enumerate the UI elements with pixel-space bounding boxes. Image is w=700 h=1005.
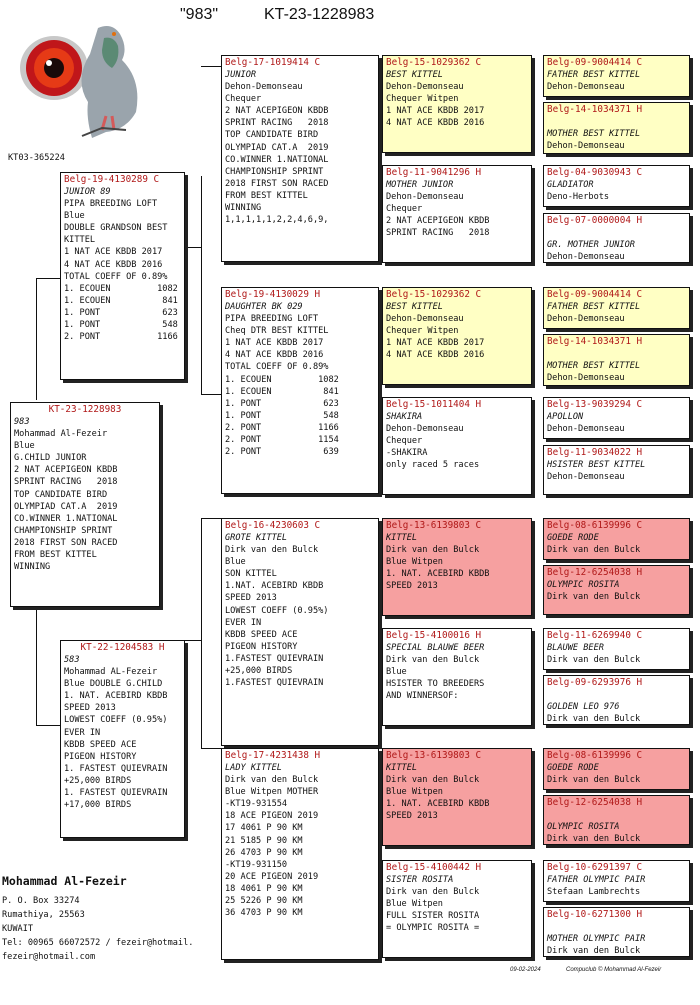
pedigree-line: -SHAKIRA (386, 448, 428, 459)
pedigree-line: Mohammad Al-Fezeir (14, 429, 108, 440)
pedigree-line: Dirk van den Bulck (547, 834, 641, 845)
pedigree-line: Chequer Witpen (386, 326, 459, 337)
pedigree-line: WINNING (225, 203, 262, 214)
pedigree-line: Blue Witpen (386, 787, 443, 798)
pedigree-line: 1. NAT. ACEBIRD KBDB (64, 691, 168, 702)
pedigree-line: 1. NAT. ACEBIRD KBDB (386, 569, 490, 580)
pigeon-name: GOEDE RODE (547, 533, 599, 543)
pedigree-line: Dehon-Demonseau (386, 424, 464, 435)
pigeon-name: GROTE KITTEL (225, 533, 288, 543)
pedigree-box-subject (10, 402, 160, 607)
pedigree-line (547, 809, 686, 821)
pedigree-line: 17 4061 P 90 KM (225, 823, 303, 834)
pedigree-box-ssd (382, 165, 532, 263)
pedigree-line: 1. PONT 623 (64, 307, 178, 318)
pedigree-line: G.CHILD JUNIOR (14, 453, 87, 464)
pedigree-line: CHAMPIONSHIP SPRINT (225, 166, 324, 177)
ring-number: Belg-12-6254038 H (547, 797, 643, 808)
pigeon-name: OLYMPIC ROSITA (547, 580, 620, 590)
pedigree-line: Blue Witpen (386, 557, 443, 568)
pedigree-line: EVER IN (225, 617, 262, 628)
pedigree-line: 1. ECOUEN 1082 (64, 283, 178, 294)
pedigree-line: PIPA BREEDING LOFT (64, 199, 158, 210)
logo (14, 18, 144, 138)
pedigree-line: EVER IN (64, 727, 101, 738)
pedigree-line: TOP CANDIDATE BIRD (14, 489, 108, 500)
pedigree-box-ss (221, 55, 379, 262)
pedigree-line (547, 116, 686, 128)
pedigree-line: 2. PONT 1166 (225, 422, 339, 433)
connector (36, 278, 37, 400)
pedigree-line: PIGEON HISTORY (64, 751, 137, 762)
pedigree-line: 18 4061 P 90 KM (225, 883, 303, 894)
pedigree-line: +25,000 BIRDS (64, 775, 132, 786)
ring-number: Belg-15-4100442 H (386, 862, 482, 873)
pedigree-box-g3 (543, 165, 690, 207)
pedigree-box-ddd (382, 860, 532, 958)
pedigree-line: 21 5185 P 90 KM (225, 835, 303, 846)
pedigree-line: KBDB SPEED ACE (225, 629, 298, 640)
pedigree-line: 1.FASTEST QUIEVRAIN (225, 653, 324, 664)
ring-number: Belg-17-4231438 H (225, 750, 321, 761)
pedigree-line: Dehon-Demonseau (386, 192, 464, 203)
pedigree-box-g13 (543, 748, 690, 790)
pedigree-line: CO.WINNER 1.NATIONAL (14, 513, 118, 524)
connector (36, 725, 60, 726)
pigeon-name: JUNIOR 89 (64, 187, 111, 197)
ring-number: Belg-14-1034371 H (547, 104, 643, 115)
connector (185, 640, 201, 641)
pigeon-name: MOTHER BEST KITTEL (547, 129, 641, 139)
pedigree-line: Cheq DTR BEST KITTEL (225, 326, 329, 337)
pigeon-name-title: "983" (180, 6, 219, 23)
pedigree-line: Blue Witpen MOTHER (225, 787, 319, 798)
pedigree-line: 1.NAT. ACEBIRD KBDB (225, 581, 324, 592)
pedigree-line: 4 NAT ACE KBDB 2016 (386, 118, 485, 129)
pedigree-line: Blue Witpen (386, 899, 443, 910)
pedigree-line: 1. FASTEST QUIEVRAIN (64, 788, 168, 799)
pedigree-line: LOWEST COEFF (0.95%) (64, 715, 168, 726)
pedigree-line: LOWEST COEFF (0.95%) (225, 605, 329, 616)
pedigree-line: Chequer Witpen (386, 94, 459, 105)
pedigree-line: 1.FASTEST QUIEVRAIN (225, 678, 324, 689)
pedigree-line: Dirk van den Bulck (386, 655, 480, 666)
connector (201, 66, 221, 67)
pedigree-line: KBDB SPEED ACE (64, 739, 137, 750)
pedigree-line: Dirk van den Bulck (547, 714, 641, 725)
ring-number: Belg-11-6269940 C (547, 630, 643, 641)
pedigree-line: Dehon-Demonseau (547, 424, 625, 435)
pigeon-name: HSISTER BEST KITTEL (547, 460, 646, 470)
pedigree-line: OLYMPIAD CAT.A 2019 (225, 142, 329, 153)
ring-number: Belg-08-6139996 C (547, 520, 643, 531)
pigeon-name: GLADIATOR (547, 180, 594, 190)
connector (201, 748, 221, 749)
pedigree-line: SPEED 2013 (64, 703, 116, 714)
pedigree-box-g14 (543, 795, 690, 845)
pedigree-box-dam (60, 640, 185, 838)
pedigree-line: = OLYMPIC ROSITA = (386, 923, 480, 934)
ring-number: Belg-08-6139996 C (547, 750, 643, 761)
pedigree-line: 2018 FIRST SON RACED (225, 178, 329, 189)
pigeon-name: GOLDEN LEO 976 (547, 702, 620, 712)
connector (185, 247, 201, 248)
pedigree-line: Dehon-Demonseau (547, 373, 625, 384)
pedigree-line: +25,000 BIRDS (225, 666, 293, 677)
pedigree-line: Dirk van den Bulck (386, 775, 480, 786)
pigeon-name: FATHER OLYMPIC PAIR (547, 875, 646, 885)
pedigree-line: KITTEL (64, 235, 96, 246)
pedigree-line: CHAMPIONSHIP SPRINT (14, 525, 113, 536)
pedigree-line: Chequer (225, 94, 262, 105)
connector (36, 278, 60, 279)
pedigree-line: SPRINT RACING 2018 (386, 228, 490, 239)
ring-number: Belg-15-1029362 C (386, 289, 482, 300)
pedigree-line: Dehon-Demonseau (386, 314, 464, 325)
connector (36, 610, 37, 725)
pedigree-line: Dirk van den Bulck (386, 545, 480, 556)
pigeon-name: 983 (14, 417, 30, 427)
pedigree-box-g1 (543, 55, 690, 97)
pedigree-line: SPRINT RACING 2018 (225, 118, 329, 129)
logo-eye-icon (14, 18, 144, 138)
pigeon-name: KITTEL (386, 533, 418, 543)
pedigree-line: SPRINT RACING 2018 (14, 477, 118, 488)
pedigree-line (547, 348, 686, 360)
pedigree-line: Dirk van den Bulck (225, 775, 319, 786)
footer-credit: Compuclub © Mohammad Al-Fezeir (566, 967, 662, 973)
pedigree-line: Dirk van den Bulck (547, 655, 641, 666)
pedigree-line: Dirk van den Bulck (547, 946, 641, 957)
pedigree-line: 1. NAT. ACEBIRD KBDB (386, 799, 490, 810)
pedigree-line: SON KITTEL (225, 569, 277, 580)
pedigree-box-g2 (543, 102, 690, 154)
pedigree-line: TOP CANDIDATE BIRD (225, 130, 319, 141)
pedigree-box-sd (221, 287, 379, 494)
pigeon-name: GR. MOTHER JUNIOR (547, 240, 635, 250)
pedigree-box-g5 (543, 287, 690, 329)
connector (201, 518, 202, 748)
ring-number: Belg-11-9041296 H (386, 167, 482, 178)
pedigree-line: 1,1,1,1,1,2,2,4,6,9, (225, 215, 329, 226)
pedigree-line: PIGEON HISTORY (225, 641, 298, 652)
pedigree-line: Blue (64, 211, 85, 222)
ring-number: Belg-09-9004414 C (547, 57, 643, 68)
pedigree-line: 18 ACE PIGEON 2019 (225, 811, 319, 822)
pedigree-line: 1 NAT ACE KBDB 2017 (225, 338, 324, 349)
pedigree-line: Dehon-Demonseau (547, 141, 625, 152)
pigeon-name: DAUGHTER BK 029 (225, 302, 303, 312)
pedigree-line: Dirk van den Bulck (547, 545, 641, 556)
pigeon-name: LADY KITTEL (225, 763, 282, 773)
pedigree-line: -KT19-931554 (225, 799, 288, 810)
pedigree-line: WINNING (14, 562, 51, 573)
pedigree-line: Dirk van den Bulck (547, 775, 641, 786)
pedigree-line: Stefaan Lambrechts (547, 887, 641, 898)
pedigree-line: 1. PONT 623 (225, 398, 339, 409)
ring-number: Belg-04-9030943 C (547, 167, 643, 178)
pedigree-line: 2 NAT ACEPIGEON KBDB (225, 106, 329, 117)
pedigree-line: FROM BEST KITTEL (225, 190, 308, 201)
ring-number: Belg-10-6291397 C (547, 862, 643, 873)
pedigree-line: 1 NAT ACE KBDB 2017 (64, 247, 163, 258)
pedigree-line: 1. FASTEST QUIEVRAIN (64, 763, 168, 774)
ring-number: Belg-14-1034371 H (547, 336, 643, 347)
pedigree-line: HSISTER TO BREEDERS (386, 679, 485, 690)
pedigree-line: 2018 FIRST SON RACED (14, 537, 118, 548)
pedigree-line (547, 689, 686, 701)
pedigree-line: Chequer (386, 436, 423, 447)
pedigree-line: Dirk van den Bulck (547, 592, 641, 603)
pedigree-box-g12 (543, 675, 690, 725)
pedigree-line: CO.WINNER 1.NATIONAL (225, 154, 329, 165)
ring-number: KT-23-1228983 (48, 404, 122, 415)
ring-number: Belg-15-4100016 H (386, 630, 482, 641)
owner-name: Mohammad Al-Fezeir (2, 874, 127, 888)
pedigree-line: Chequer (386, 204, 423, 215)
owner-email: fezeir@hotmail.com (2, 952, 96, 962)
pedigree-line: Dirk van den Bulck (225, 545, 319, 556)
pigeon-name: SPECIAL BLAUWE BEER (386, 643, 485, 653)
ring-number: Belg-13-6139803 C (386, 750, 482, 761)
pigeon-name: KITTEL (386, 763, 418, 773)
pedigree-line: -KT19-931150 (225, 859, 288, 870)
pigeon-name: BLAUWE BEER (547, 643, 604, 653)
pedigree-line: Deno-Herbots (547, 192, 610, 203)
ring-number: Belg-13-9039294 C (547, 399, 643, 410)
ring-number: Belg-19-4130289 C (64, 174, 160, 185)
pigeon-name: MOTHER BEST KITTEL (547, 361, 641, 371)
pedigree-line: OLYMPIAD CAT.A 2019 (14, 501, 118, 512)
ring-number: Belg-09-9004414 C (547, 289, 643, 300)
pigeon-name: FATHER BEST KITTEL (547, 70, 641, 80)
pedigree-line: AND WINNERSOF: (386, 691, 459, 702)
pedigree-box-g6 (543, 334, 690, 386)
pedigree-box-g11 (543, 628, 690, 670)
pedigree-line: FULL SISTER ROSITA (386, 911, 480, 922)
pedigree-box-dss (382, 518, 532, 616)
pedigree-line: SPEED 2013 (386, 811, 438, 822)
pedigree-line: 25 5226 P 90 KM (225, 896, 303, 907)
pedigree-line: Dehon-Demonseau (547, 472, 625, 483)
pigeon-name: MOTHER OLYMPIC PAIR (547, 934, 646, 944)
pigeon-name: OLYMPIC ROSITA (547, 822, 620, 832)
pigeon-ring-title: KT-23-1228983 (264, 6, 375, 23)
pedigree-line: 4 NAT ACE KBDB 2016 (386, 350, 485, 361)
pedigree-box-sss (382, 55, 532, 153)
ring-number: Belg-10-6271300 H (547, 909, 643, 920)
pigeon-name: APOLLON (547, 412, 584, 422)
pedigree-line: 1. PONT 548 (64, 320, 178, 331)
pedigree-line: 1 NAT ACE KBDB 2017 (386, 338, 485, 349)
owner-phone: Tel: 00965 66072572 / fezeir@hotmail. (2, 938, 194, 948)
owner-address-2: Rumathiya, 25563 (2, 910, 85, 920)
pedigree-line: 26 4703 P 90 KM (225, 847, 303, 858)
pedigree-line: TOTAL COEFF OF 0.89% (225, 362, 329, 373)
pigeon-name: MOTHER JUNIOR (386, 180, 454, 190)
pedigree-box-dsd (382, 628, 532, 726)
pedigree-line: 1. ECOUEN 1082 (225, 374, 339, 385)
pedigree-line: 2. PONT 639 (225, 447, 339, 458)
pedigree-line: Dehon-Demonseau (547, 252, 625, 263)
connector (201, 394, 221, 395)
pedigree-box-sire (60, 172, 185, 380)
pedigree-box-g10 (543, 565, 690, 615)
pedigree-line: 2. PONT 1154 (225, 435, 339, 446)
ring-number: Belg-13-6139803 C (386, 520, 482, 531)
pedigree-line (547, 921, 686, 933)
pedigree-line: Blue (225, 557, 246, 568)
pedigree-box-g9 (543, 518, 690, 560)
owner-country: KUWAIT (2, 924, 34, 934)
pigeon-name: SHAKIRA (386, 412, 423, 422)
pedigree-line: TOTAL COEFF OF 0.89% (64, 271, 168, 282)
pedigree-line: only raced 5 races (386, 460, 480, 471)
pedigree-line: 4 NAT ACE KBDB 2016 (225, 350, 324, 361)
connector (201, 518, 221, 519)
ring-number: Belg-16-4230603 C (225, 520, 321, 531)
pedigree-line: Dehon-Demonseau (547, 82, 625, 93)
owner-address-1: P. O. Box 33274 (2, 896, 80, 906)
pedigree-line: 2. PONT 1166 (64, 332, 178, 343)
connector (201, 176, 202, 394)
pigeon-name: 583 (64, 655, 80, 665)
pedigree-line: SPEED 2013 (225, 593, 277, 604)
pigeon-name: JUNIOR (225, 70, 257, 80)
pedigree-line: FROM BEST KITTEL (14, 550, 97, 561)
logo-code-label: KT03-365224 (8, 153, 65, 163)
pedigree-line: DOUBLE GRANDSON BEST (64, 223, 168, 234)
ring-number: KT-22-1204583 H (80, 642, 165, 653)
ring-number: Belg-07-0000004 H (547, 215, 643, 226)
pedigree-box-g4 (543, 213, 690, 263)
ring-number: Belg-12-6254038 H (547, 567, 643, 578)
ring-number: Belg-09-6293976 H (547, 677, 643, 688)
ring-number: Belg-19-4130029 H (225, 289, 321, 300)
pedigree-box-g16 (543, 907, 690, 957)
pedigree-line: 1. ECOUEN 841 (225, 386, 339, 397)
pedigree-box-dds (382, 748, 532, 846)
pigeon-name: BEST KITTEL (386, 70, 443, 80)
pedigree-line: Blue (386, 667, 407, 678)
pedigree-box-dd (221, 748, 379, 960)
ring-number: Belg-11-9034022 H (547, 447, 643, 458)
pedigree-box-sdd (382, 397, 532, 495)
ring-number: Belg-15-1011404 H (386, 399, 482, 410)
pedigree-line: Mohammad AL-Fezeir (64, 667, 158, 678)
pedigree-box-sds (382, 287, 532, 385)
pedigree-line: 1. ECOUEN 841 (64, 295, 178, 306)
pedigree-line: Dehon-Demonseau (225, 82, 303, 93)
pedigree-line: Dirk van den Bulck (386, 887, 480, 898)
pedigree-line: Dehon-Demonseau (547, 314, 625, 325)
pedigree-line: PIPA BREEDING LOFT (225, 314, 319, 325)
pedigree-line: 1. PONT 548 (225, 410, 339, 421)
pedigree-line: 4 NAT ACE KBDB 2016 (64, 259, 163, 270)
pedigree-line: 20 ACE PIGEON 2019 (225, 871, 319, 882)
ring-number: Belg-17-1019414 C (225, 57, 321, 68)
pedigree-line: +17,000 BIRDS (64, 800, 132, 811)
pigeon-name: SISTER ROSITA (386, 875, 454, 885)
pigeon-name: GOEDE RODE (547, 763, 599, 773)
footer-date: 09-02-2024 (510, 967, 541, 973)
pedigree-line: Blue (14, 441, 35, 452)
pedigree-line (547, 227, 686, 239)
pedigree-box-g8 (543, 445, 690, 495)
pedigree-line: SPEED 2013 (386, 581, 438, 592)
pedigree-line: 2 NAT ACEPIGEON KBDB (386, 216, 490, 227)
pedigree-box-ds (221, 518, 379, 746)
pedigree-line: Blue DOUBLE G.CHILD (64, 679, 163, 690)
pedigree-line: 2 NAT ACEPIGEON KBDB (14, 465, 118, 476)
pigeon-name: FATHER BEST KITTEL (547, 302, 641, 312)
pedigree-box-g15 (543, 860, 690, 902)
pedigree-line: 1 NAT ACE KBDB 2017 (386, 106, 485, 117)
pedigree-line: Dehon-Demonseau (386, 82, 464, 93)
pedigree-box-g7 (543, 397, 690, 439)
pedigree-line: 36 4703 P 90 KM (225, 908, 303, 919)
ring-number: Belg-15-1029362 C (386, 57, 482, 68)
pigeon-name: BEST KITTEL (386, 302, 443, 312)
